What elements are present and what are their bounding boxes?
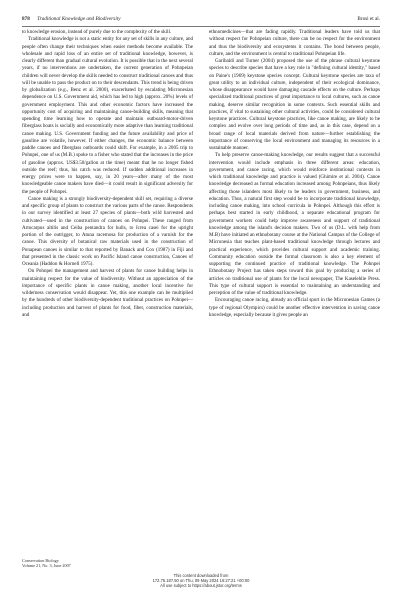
download-line-3[interactable]: All use subject to https://about.jstor.org/terms — [160, 583, 242, 589]
download-line-2: 172.75.187.50 on Thu, 09 May 2024 16:27:21 +00:00 — [152, 578, 250, 584]
running-authors: Brosi et al. — [357, 16, 380, 22]
page-number: 878 — [22, 16, 30, 22]
paragraph: On Pohnpei the management and harvest of plants for canoe building helps in maintaining respect for the value of biodiversity. Without an appreciation of the importance of specific plants in canoe making, another local incentive for wilderness conservation would disappear. Yet, this one example can be multiplied by the hundreds of other biodiversity-dependent traditional practices on Pohnpei—including production and harvest of plants for food, fiber, construction materials, and — [22, 268, 193, 318]
paragraph: ethnomedicines—that are fading rapidly. Traditional leaders have told us that without respect for Pohnpeian culture, there can be no respect for the environment and thus the biodiversity and ecosystems it contains. The bond between people, culture, and the environment is central to traditional Pohnpeian life. — [209, 29, 380, 57]
header-rule — [22, 26, 380, 27]
journal-volume: Volume 21, No. 3, June 2007 — [22, 563, 71, 569]
paragraph: To help preserve canoe-making knowledge, our results suggest that a successful intervention would include emphasis in three different areas: education, government, and canoe racing, which would reinforce institutional contexts in which traditional knowledge and practice is valued (Ghimire et al. 2004). Canoe knowledge decreased as formal education increased among Pohnpeians, thus likely affecting those islanders most likely to be leaders in government, business, and education. Thus, a natural first step would be to incorporate traditional knowledge, including canoe making, into school curricula in Pohnpei. Although this effort is perhaps best started in early childhood, a separate educational program for government workers could help improve awareness and support of traditional knowledge among the island's decision makers. Two of us (D.L. with help from M.B) have initiated an ethnobotany course at the National Campus of the College of Micronesia that teaches plant-based traditional knowledge through lectures and practical experience, which provides cultural support and academic training. Community education outside the formal classroom is also a key element of supporting the continued practice of traditional knowledge. The Pohnpei Ethnobotany Project has taken steps toward this goal by producing a series of articles on traditional use of plants for the local newspaper, The Kaselehlie Press. This type of cultural support is essential to maintaining an understanding and perception of the value of traditional knowledge. — [209, 152, 380, 296]
journal-name: Conservation Biology — [22, 558, 59, 563]
left-column — [22, 29, 193, 319]
paragraph: Canoe making is a strongly biodiversity-dependent skill set, requiring a diverse and specific group of plants to construct the various parts of the canoe. Respondents in our survey identified at least 27 species of plants—both wild harvested and cultivated—used in the construction of canoes on Pohnpei. These ranged from Artocarpus altilis and Ceiba pentandra for hulls, to Icrea casei for the upright portion of the outrigger, to Atuna racemosa for production of a varnish for the canoe. This diversity of botanical raw materials used in the construction of Ponapean canoes is similar to that reported by Banack and Cox (1987) in Fiji and that presented in the classic work on Pacific Island canoe construction, Canoes of Oceania (Haddon & Hornell 1975). — [22, 195, 193, 267]
paragraph: Traditional knowledge is not a static entity for any set of skills in any culture, and people often change their techniques when easier methods become available. The wholesale and rapid loss of an entire set of traditional knowledge, however, is clearly different than gradual cultural evolution. It is possible that in the next several years, if no interventions are undertaken, the current generation of Pohnpeian children will never develop the skills needed to construct traditional canoes and thus will be unable to pass the product on to their descendants. This trend is being driven by globalization (e.g., Benz et al. 2000), exacerbated by escalating Micronesian dependence on U.S. Government aid, which has led to high (approx. 20%) levels of government employment. This and other economic factors have increased the opportunity cost of acquiring and maintaining canoe-building skills, meaning that spending time learning how to operate and maintain outboard-motor-driven fiberglass boats is socially and economically more adaptive than learning traditional canoe making. U.S. Government funding and the future availability and price of gasoline are volatile, however. If either changes, the economic balance between paddle canoes and fiberglass outboards could shift. For example, in a 2005 trip to Pohnpei, one of us (M.B.) spoke to a fisher who stated that the increases in the price of gasoline (approx. US$3.50/gallon at the time) meant that he no longer fished outside the reef; thus, his catch was reduced. If sudden additional increases in energy prices were to happen, say, in 20 years—after many of the most knowledgeable canoe makers have died—it could result in significant adversity for the people of Pohnpei. — [22, 36, 193, 195]
download-line-1: This content downloaded from — [173, 573, 229, 578]
journal-info — [22, 558, 142, 569]
download-notice — [0, 573, 402, 588]
running-title: Traditional Knowledge and Biodiversity — [37, 16, 121, 22]
paragraph: Encouraging canoe racing, already an official sport in the Micronesian Games (a type of regional Olympics) could be another effective intervention in saving canoe knowledge, especially because it gives people an — [209, 297, 380, 318]
paragraph: to knowledge erosion, instead of purely due to the complexity of the skill. — [22, 29, 172, 35]
running-header — [22, 14, 380, 25]
right-column — [209, 29, 380, 319]
paragraph: Garibaldi and Turner (2004) proposed the use of the phrase cultural keystone species to describe species that have a key role in "defining cultural identity," based on Paine's (1969) keystone species concept. Cultural keystone species are taxa of great utility to an individual culture, independent of their ecological dominance, whose disappearance would have damaging cascade effects on the culture. Perhaps specialized traditional practices of great importance to local cultures, such as canoe making, deserve similar recognition in some contexts. Such essential skills and practices, if vital to sustaining other cultural activities, could be considered cultural keystone practices. Cultural keystone practices, like canoe making, are likely to be complex and evolve over long periods of time and, as in this case, depend on a broad range of local materials derived from nature—further establishing the importance of conserving the local environment and managing its resources in a sustainable manner. — [209, 58, 380, 151]
